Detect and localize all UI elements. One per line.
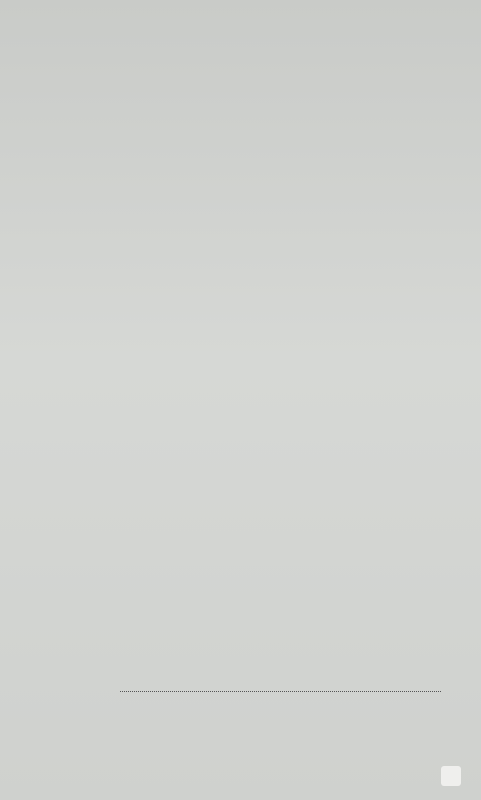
leader-dots: [120, 691, 441, 692]
watermark: [441, 766, 467, 786]
literature-row: [0, 681, 481, 697]
labirint-logo-icon: [441, 766, 461, 786]
